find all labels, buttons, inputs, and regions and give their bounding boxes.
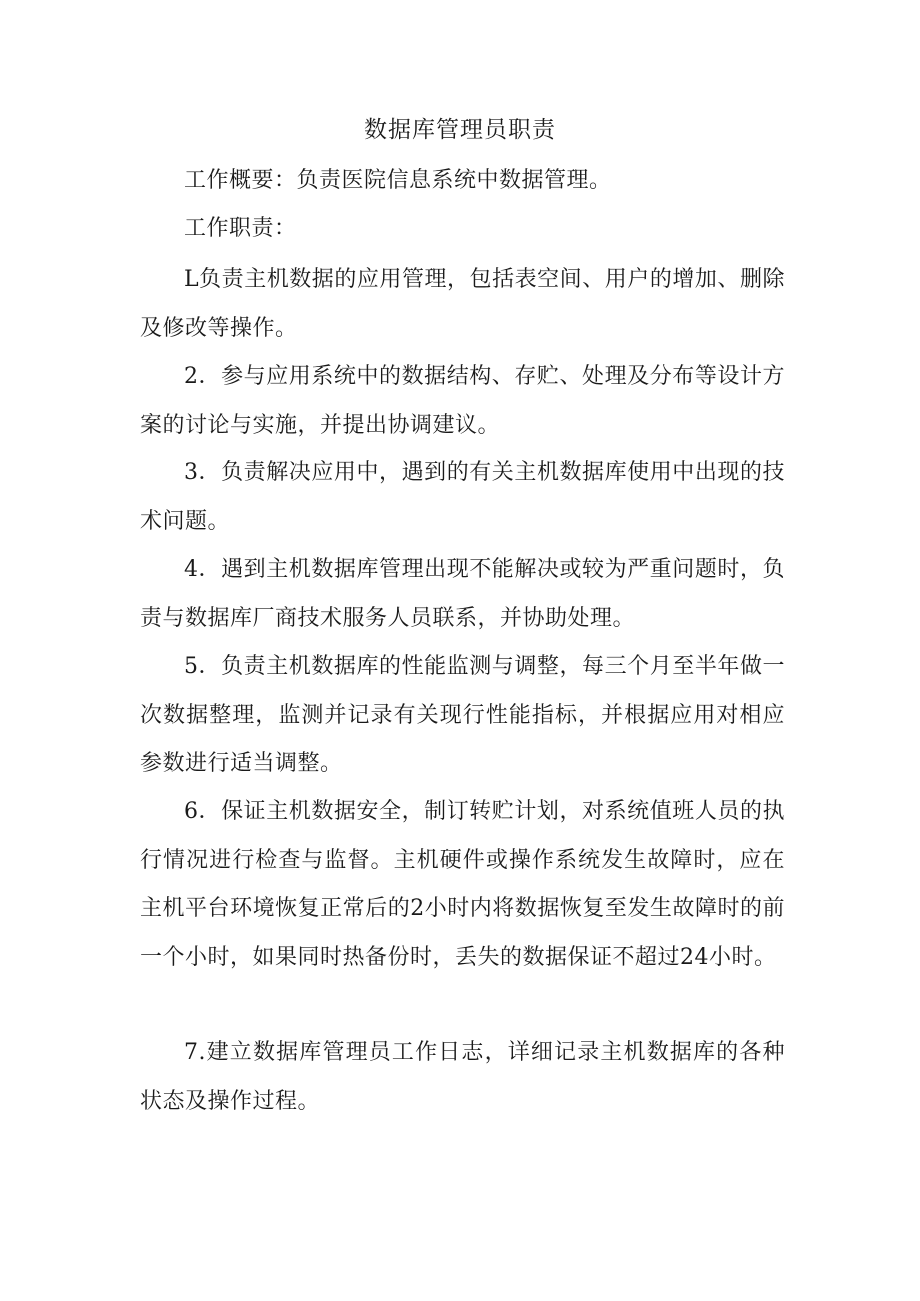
document-title: 数据库管理员职责 [364,117,556,143]
duty-item-3: 3．负责解决应用中，遇到的有关主机数据库使用中出现的技术问题。 [140,460,785,534]
duties-heading: 工作职责： [184,216,297,241]
duty-item-1: L负责主机数据的应用管理，包括表空间、用户的增加、删除及修改等操作。 [140,267,785,341]
duty-item-4: 4．遇到主机数据库管理出现不能解决或较为严重问题时，负责与数据库厂商技术服务人员联系，并协助处理。 [140,557,785,631]
duty-item-7: 7.建立数据库管理员工作日志，详细记录主机数据库的各种状态及操作过程。 [140,1040,785,1114]
duty-item-2: 2．参与应用系统中的数据结构、存贮、处理及分布等设计方案的讨论与实施，并提出协调建议。 [140,364,785,438]
duty-item-5: 5．负责主机数据库的性能监测与调整，每三个月至半年做一次数据整理，监测并记录有关现行性能指标，并根据应用对相应参数进行适当调整。 [140,654,785,776]
duty-item-6: 6．保证主机数据安全，制订转贮计划，对系统值班人员的执行情况进行检查与监督。主机硬件或操作系统发生故障时，应在主机平台环境恢复正常后的2小时内将数据恢复至发生故障时的前一个小时，如果同时热备份时，丢失的数据保证不超过24小时。 [140,799,785,970]
overview-paragraph: 工作概要：负责医院信息系统中数据管理。 [184,168,612,193]
